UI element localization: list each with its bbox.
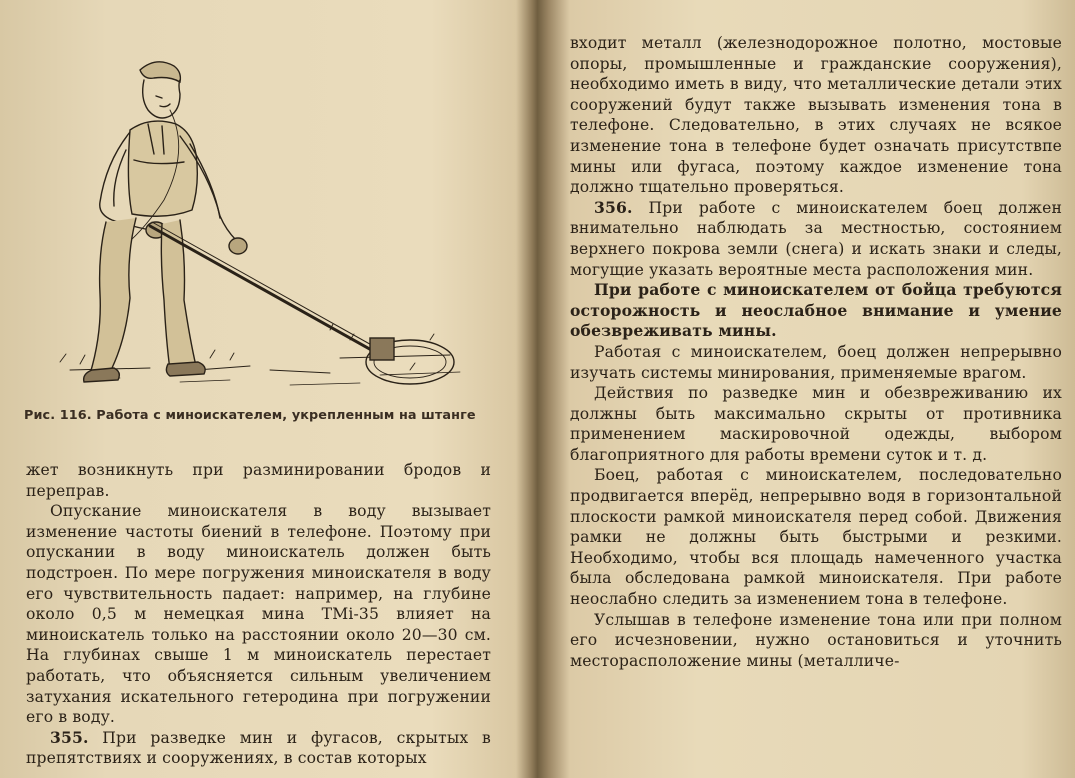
right-text-block xyxy=(570,33,1062,671)
paragraph: Услышав в телефоне изменение тона или при полном его исчезновении, нужно остановиться и уточнить месторасположение мины (металличе- xyxy=(570,610,1062,670)
paragraph-number: 356. xyxy=(594,197,633,217)
paragraph xyxy=(26,728,491,769)
bold-paragraph: При работе с миноискателем от бойца требуются осторожность и неослабное внимание и умение обезвреживать мины. xyxy=(570,280,1062,341)
paragraph-text: При разведке мин и фугасов, скрытых в препятствиях и сооружениях, в состав которых xyxy=(26,728,491,768)
paragraph: Боец, работая с миноискателем, последовательно продвигается вперёд, непрерывно водя в горизонтальной плоскости рамкой миноискателя перед собой. Движения рамки не должны быть быстрыми и резкими. Необходимо, чтобы вся площадь намеченного участка была обследована рамкой миноискателя. При работе неослабно следить за изменением тона в телефоне. xyxy=(570,466,1062,609)
figure-illustration xyxy=(30,40,490,400)
paragraph xyxy=(570,198,1062,280)
paragraph: Действия по разведке мин и обезвреживанию их должны быть максимально скрыты от противника применением маскировочной одежды, выбором благоприятного для работы времени суток и т. д. xyxy=(570,384,1062,464)
left-text-block xyxy=(26,460,491,769)
paragraph-number: 355. xyxy=(50,727,89,747)
figure-caption: Рис. 116. Работа с миноискателем, укрепленным на штанге xyxy=(24,408,476,423)
paragraph: Работая с миноискателем, боец должен непрерывно изучать системы минирования, применяемые врагом. xyxy=(570,342,1062,382)
paragraph-text: При работе с миноискателем боец должен внимательно наблюдать за местностью, состоянием верхнего покрова земли (снега) и искать знаки и следы, могущие указать вероятные места расположения мин. xyxy=(570,198,1063,279)
paragraph: входит металл (железнодорожное полотно, мостовые опоры, промышленные и гражданские сооружения), необходимо иметь в виду, что металлические детали этих сооружений будут также вызывать изменения тона в телефоне. Следовательно, в этих случаях не всякое изменение тона в телефоне будет означать присутствпе мины или фугаса, поэтому каждое изменение тона должно тщательно проверяться. xyxy=(570,34,1062,197)
left-page xyxy=(0,0,520,778)
paragraph: Опускание миноискателя в воду вызывает изменение частоты биений в телефоне. Поэтому при опускании в воду миноискатель должен быть подстроен. По мере погружения миноискателя в воду его чувствительность падает: например, на глубине около 0,5 м немецкая мина TMi-35 влияет на миноискатель только на расстоянии около 20—30 см. На глубинах свыше 1 м миноискатель перестает работать, что объясняется сильным увеличением затухания искательного гетеродина при погружении его в воду. xyxy=(26,502,491,727)
right-page xyxy=(540,0,1075,778)
paragraph: жет возникнуть при разминировании бродов и переправ. xyxy=(26,461,491,500)
